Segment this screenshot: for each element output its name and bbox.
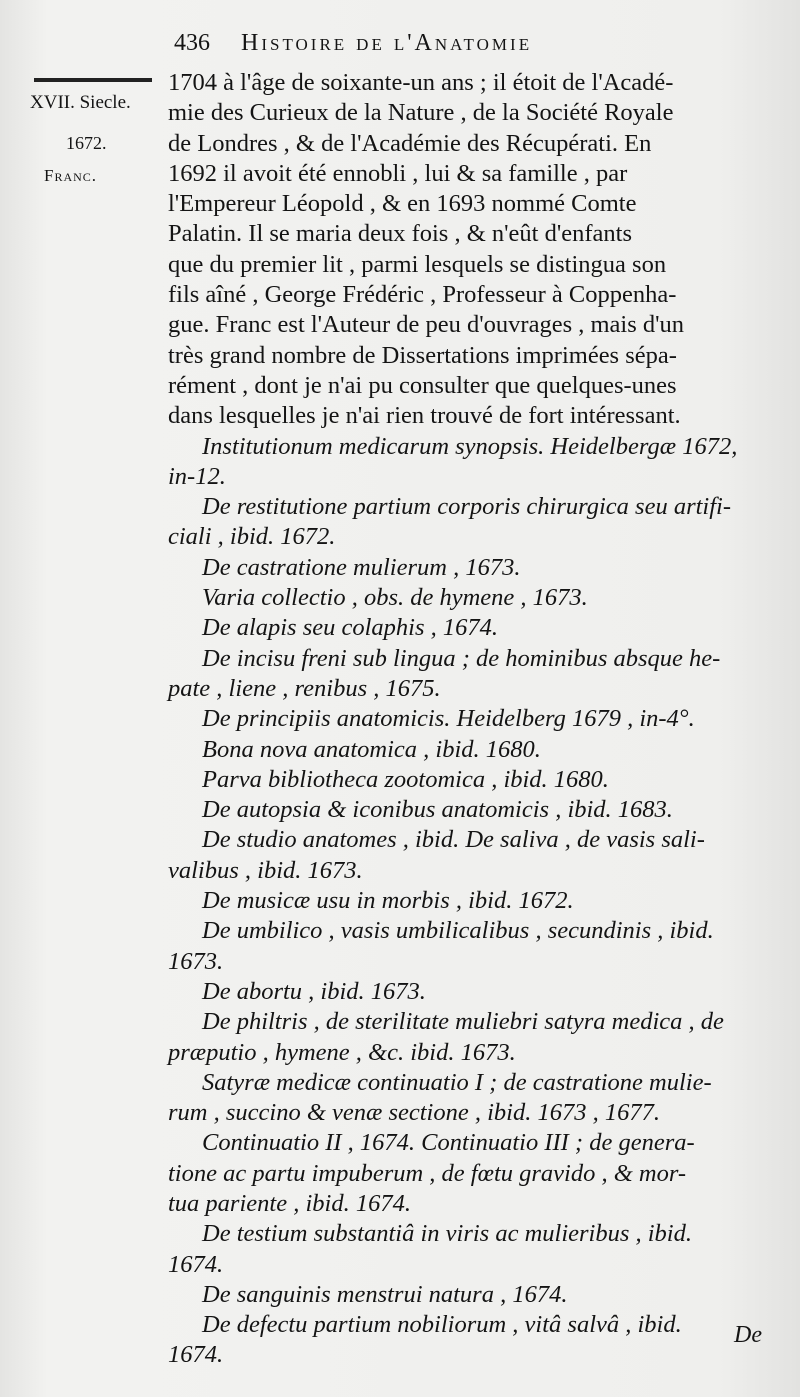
entry-line: De castratione mulierum , 1673.	[202, 553, 521, 581]
entry-line: in-12.	[168, 462, 226, 490]
bibliography-entry	[168, 644, 766, 705]
entry-line: Institutionum medicarum synopsis. Heidelbergæ 1672,	[202, 432, 738, 460]
text-line: l'Empereur Léopold , & en 1693 nommé Comte	[168, 190, 637, 218]
entry-line: De defectu partium nobiliorum , vitâ salvâ , ibid.	[202, 1311, 682, 1339]
bibliography-entry	[168, 765, 766, 795]
entry-line: De studio anatomes , ibid. De saliva , de vasis sali-	[202, 826, 705, 854]
bibliography-entry	[168, 886, 766, 916]
entry-line: tua pariente , ibid. 1674.	[168, 1189, 411, 1217]
bibliography-entry	[168, 704, 766, 734]
entry-line: De umbilico , vasis umbilicalibus , secundinis , ibid.	[202, 917, 714, 945]
bibliography-entry	[168, 1280, 766, 1310]
catchword: De	[734, 1322, 762, 1348]
bibliography-entry	[168, 795, 766, 825]
entry-line: Bona nova anatomica , ibid. 1680.	[202, 735, 541, 763]
text-line: 1704 à l'âge de soixante-un ans ; il étoit de l'Acadé-	[168, 69, 674, 96]
bibliography-entry	[168, 613, 766, 643]
entry-line: De philtris , de sterilitate muliebri satyra medica , de	[202, 1008, 724, 1036]
bibliography-entry	[168, 735, 766, 765]
text-line: rément , dont je n'ai pu consulter que quelques-unes	[168, 371, 677, 399]
text-line: de Londres , & de l'Académie des Récupérati. En	[168, 129, 652, 157]
entry-line: De restitutione partium corporis chirurgica seu artifi-	[202, 493, 731, 521]
bibliography-entry	[168, 1219, 766, 1280]
bibliography-entry	[168, 1128, 766, 1219]
text-line: Palatin. Il se maria deux fois , & n'eût d'enfants	[168, 220, 633, 248]
entry-line: Parva bibliotheca zootomica , ibid. 1680.	[202, 765, 609, 793]
entry-line: valibus , ibid. 1673.	[168, 856, 363, 884]
entry-line: tione ac partu impuberum , de fœtu gravido , & mor-	[168, 1159, 687, 1187]
margin-author: Franc.	[44, 166, 98, 185]
entry-line: Continuatio II , 1674. Continuatio III ; de genera-	[202, 1129, 695, 1157]
bibliography-entry	[168, 916, 766, 977]
margin-year: 1672.	[66, 133, 107, 153]
text-line: 1692 il avoit été ennobli , lui & sa famille , par	[168, 159, 628, 187]
main-text	[168, 68, 766, 1371]
text-line: gue. Franc est l'Auteur de peu d'ouvrages , mais d'un	[168, 311, 685, 339]
entry-line: De testium substantiâ in viris ac mulieribus , ibid.	[202, 1220, 692, 1248]
text-line: dans lesquelles je n'ai rien trouvé de fort intéressant.	[168, 402, 681, 430]
entry-line: Satyræ medicæ continuatio I ; de castratione mulie-	[202, 1068, 712, 1096]
entry-line: De alapis seu colaphis , 1674.	[202, 614, 499, 642]
entry-line: De incisu freni sub lingua ; de hominibus absque he-	[202, 644, 721, 672]
text-line: très grand nombre de Dissertations imprimées sépa-	[168, 341, 677, 369]
entry-line: De autopsia & iconibus anatomicis , ibid. 1683.	[202, 796, 673, 824]
bibliography-entry	[168, 583, 766, 613]
text-line: fils aîné , George Frédéric , Professeur à Coppenha-	[168, 281, 677, 309]
bibliography-entry	[168, 1007, 766, 1068]
entry-line: De sanguinis menstrui natura , 1674.	[202, 1280, 568, 1308]
bibliography-entry	[168, 1310, 766, 1371]
entry-line: De abortu , ibid. 1673.	[202, 977, 426, 1005]
paragraph	[168, 68, 766, 432]
bibliography-entry	[168, 1068, 766, 1129]
bibliography-entry	[168, 977, 766, 1007]
bibliography-list	[168, 432, 766, 1371]
entry-line: rum , succino & venæ sectione , ibid. 1673 , 1677.	[168, 1099, 660, 1127]
bibliography-entry	[168, 553, 766, 583]
running-title: Histoire de l'Anatomie	[241, 30, 533, 56]
entry-line: 1674.	[168, 1250, 224, 1278]
entry-line: De musicæ usu in morbis , ibid. 1672.	[202, 887, 574, 915]
running-header	[174, 30, 774, 57]
text-line: mie des Curieux de la Nature , de la Société Royale	[168, 99, 674, 127]
entry-line: præputio , hymene , &c. ibid. 1673.	[168, 1038, 516, 1066]
bibliography-entry	[168, 492, 766, 553]
page-number: 436	[174, 30, 210, 56]
entry-line: De principiis anatomicis. Heidelberg 1679 , in-4°.	[202, 705, 695, 733]
entry-line: 1673.	[168, 947, 224, 975]
margin-rule	[34, 78, 152, 82]
bibliography-entry	[168, 825, 766, 886]
bibliography-entry	[168, 432, 766, 493]
entry-line: Varia collectio , obs. de hymene , 1673.	[202, 584, 588, 612]
text-line: que du premier lit , parmi lesquels se distingua son	[168, 250, 667, 278]
entry-line: pate , liene , renibus , 1675.	[168, 674, 441, 702]
entry-line: ciali , ibid. 1672.	[168, 523, 336, 551]
margin-century: XVII. Siecle.	[30, 92, 131, 113]
entry-line: 1674.	[168, 1341, 224, 1369]
